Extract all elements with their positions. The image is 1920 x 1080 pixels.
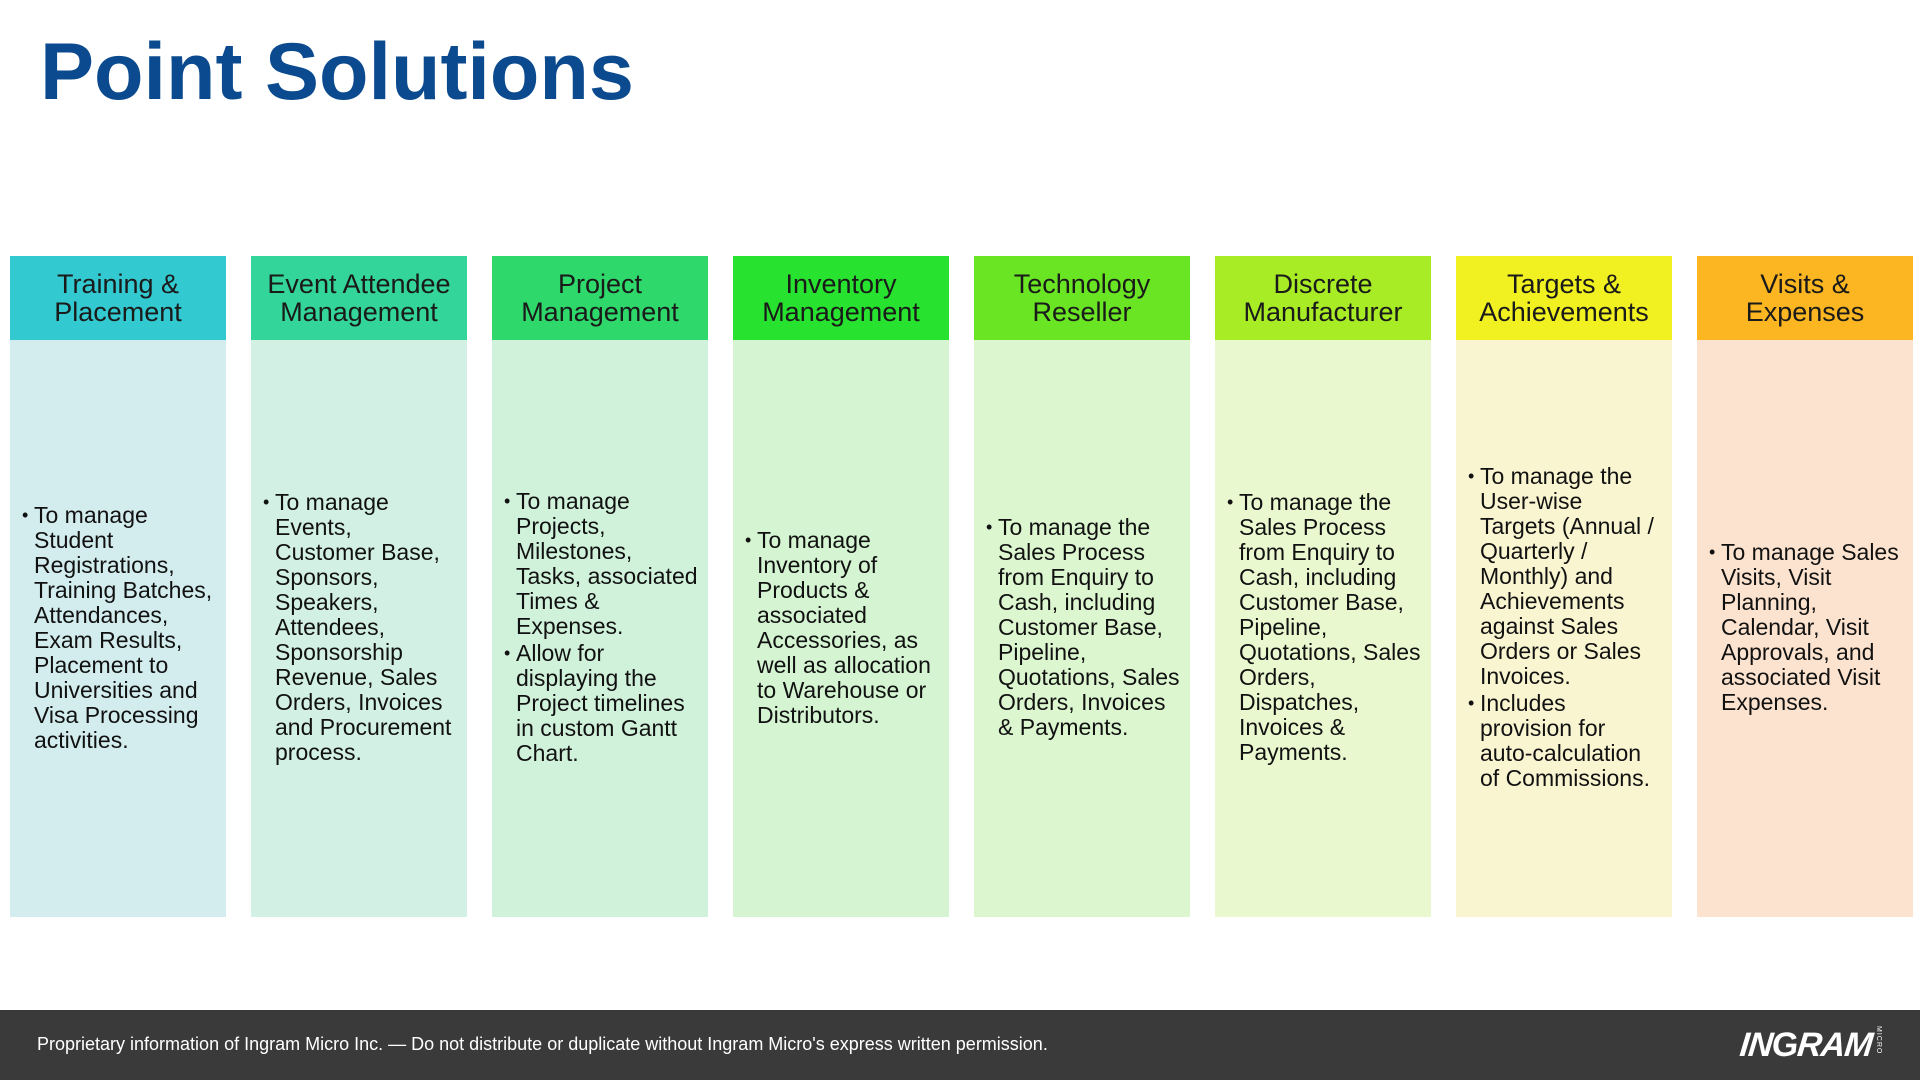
solution-bullet: • To manage Inventory of Products & associated Accessories, as well as allocation to Warehouse or Distributors. — [745, 528, 939, 728]
solution-bullets — [745, 528, 939, 730]
solution-column — [1456, 256, 1672, 917]
solution-bullets — [22, 503, 216, 755]
solution-body — [733, 340, 949, 917]
solution-bullet: • To manage Projects, Milestones, Tasks, associated Times & Expenses. — [504, 489, 698, 639]
solution-heading: Project Management — [492, 256, 708, 340]
footer-disclaimer: Proprietary information of Ingram Micro Inc. — Do not distribute or duplicate without Ingram Micro's express written permission. — [37, 1034, 1048, 1054]
solution-heading: Event Attendee Management — [251, 256, 467, 340]
ingram-micro-logo — [1738, 1026, 1882, 1064]
solution-column — [251, 256, 467, 917]
solution-bullets — [986, 515, 1180, 742]
solution-body — [10, 340, 226, 917]
logo-subtext: MICRO — [1875, 1026, 1882, 1055]
page-title: Point Solutions — [40, 27, 634, 117]
solution-heading: Discrete Manufacturer — [1215, 256, 1431, 340]
solution-bullet: • To manage the User-wise Targets (Annual / Quarterly / Monthly) and Achievements against Sales Orders or Sales Invoices. — [1468, 464, 1662, 689]
solution-bullets — [504, 489, 698, 768]
solution-body — [1215, 340, 1431, 917]
solution-bullet: • To manage Events, Customer Base, Sponsors, Speakers, Attendees, Sponsorship Revenue, Sales Orders, Invoices and Procurement process. — [263, 490, 457, 765]
solution-heading: Visits & Expenses — [1697, 256, 1913, 340]
solution-body — [251, 340, 467, 917]
solution-body — [1456, 340, 1672, 917]
solution-bullet: • To manage Sales Visits, Visit Planning, Calendar, Visit Approvals, and associated Visit Expenses. — [1709, 540, 1903, 715]
solution-bullets — [1468, 464, 1662, 793]
solution-bullet: • To manage the Sales Process from Enquiry to Cash, including Customer Base, Pipeline, Quotations, Sales Orders, Invoices & Payments. — [986, 515, 1180, 740]
solution-column — [1697, 256, 1913, 917]
solutions-columns — [10, 256, 1910, 917]
solution-body — [492, 340, 708, 917]
solution-bullets — [1709, 540, 1903, 717]
solution-bullet: • Includes provision for auto-calculation of Commissions. — [1468, 691, 1662, 791]
solution-column — [492, 256, 708, 917]
solution-bullets — [263, 490, 457, 767]
solution-body — [974, 340, 1190, 917]
solution-column — [10, 256, 226, 917]
logo-wordmark: INGRAM — [1738, 1026, 1875, 1064]
solution-heading: Targets & Achievements — [1456, 256, 1672, 340]
solution-bullet: • To manage Student Registrations, Training Batches, Attendances, Exam Results, Placement to Universities and Visa Processing activities. — [22, 503, 216, 753]
solution-column — [733, 256, 949, 917]
solution-bullet: • To manage the Sales Process from Enquiry to Cash, including Customer Base, Pipeline, Quotations, Sales Orders, Dispatches, Invoices & Payments. — [1227, 490, 1421, 765]
solution-heading: Technology Reseller — [974, 256, 1190, 340]
solution-bullets — [1227, 490, 1421, 767]
solution-body — [1697, 340, 1913, 917]
solution-bullet: • Allow for displaying the Project timelines in custom Gantt Chart. — [504, 641, 698, 766]
footer-bar — [0, 1010, 1920, 1080]
solution-column — [1215, 256, 1431, 917]
solution-heading: Training & Placement — [10, 256, 226, 340]
solution-column — [974, 256, 1190, 917]
solution-heading: Inventory Management — [733, 256, 949, 340]
